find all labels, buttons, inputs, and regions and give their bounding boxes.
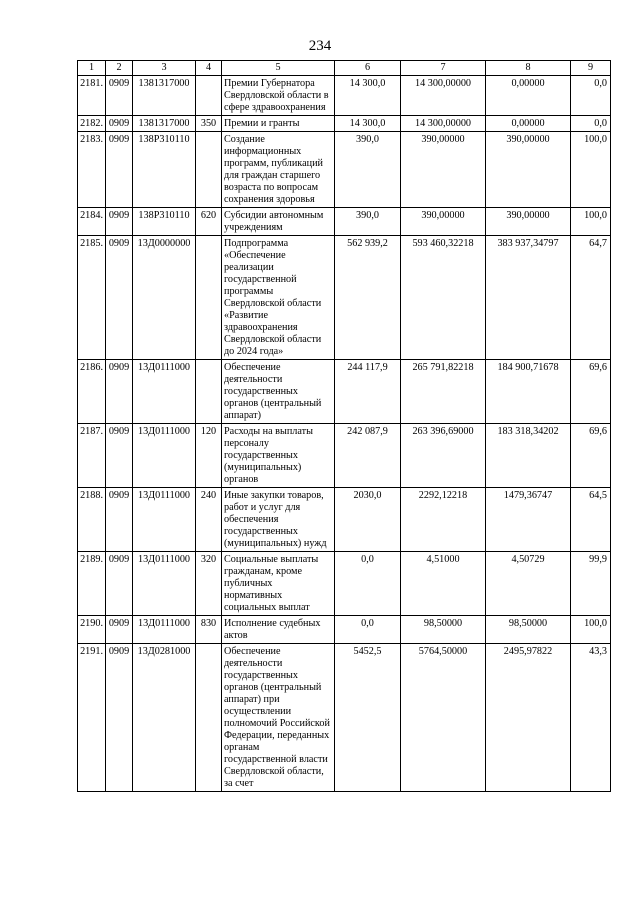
row-number: 2190. bbox=[78, 616, 106, 644]
approved-amount: 2030,0 bbox=[335, 488, 401, 552]
item-name: Премии и гранты bbox=[222, 116, 335, 132]
table-row bbox=[78, 76, 611, 116]
target-article-code: 1381317000 bbox=[133, 116, 196, 132]
executed-amount: 98,50000 bbox=[486, 616, 571, 644]
section-code: 0909 bbox=[106, 116, 133, 132]
expense-type-code bbox=[196, 76, 222, 116]
executed-amount: 0,00000 bbox=[486, 76, 571, 116]
executed-amount: 2495,97822 bbox=[486, 644, 571, 792]
expense-type-code bbox=[196, 236, 222, 360]
table-row bbox=[78, 132, 611, 208]
row-number: 2182. bbox=[78, 116, 106, 132]
approved-amount: 0,0 bbox=[335, 552, 401, 616]
target-article-code: 13Д0111000 bbox=[133, 488, 196, 552]
section-code: 0909 bbox=[106, 644, 133, 792]
item-name: Субсидии автономным учреждениям bbox=[222, 208, 335, 236]
approved-amount: 244 117,9 bbox=[335, 360, 401, 424]
plan-amount: 390,00000 bbox=[401, 208, 486, 236]
expense-type-code: 320 bbox=[196, 552, 222, 616]
table-row bbox=[78, 644, 611, 792]
target-article-code: 13Д0281000 bbox=[133, 644, 196, 792]
column-header: 4 bbox=[196, 61, 222, 76]
column-header: 9 bbox=[571, 61, 611, 76]
plan-amount: 98,50000 bbox=[401, 616, 486, 644]
expense-type-code bbox=[196, 360, 222, 424]
execution-percent: 64,7 bbox=[571, 236, 611, 360]
item-name: Иные закупки товаров, работ и услуг для обеспечения государственных (муниципальных) нужд bbox=[222, 488, 335, 552]
item-name: Обеспечение деятельности государственных органов (центральный аппарат) при осуществлении полномочий Российской Федерации, переданных органам государственной власти Свердловской области, за счет bbox=[222, 644, 335, 792]
executed-amount: 1479,36747 bbox=[486, 488, 571, 552]
approved-amount: 562 939,2 bbox=[335, 236, 401, 360]
section-code: 0909 bbox=[106, 208, 133, 236]
plan-amount: 263 396,69000 bbox=[401, 424, 486, 488]
execution-percent: 100,0 bbox=[571, 208, 611, 236]
expense-type-code bbox=[196, 644, 222, 792]
item-name: Подпрограмма «Обеспечение реализации государственной программы Свердловской области «Развитие здравоохранения Свердловской области до 2024 года» bbox=[222, 236, 335, 360]
row-number: 2181. bbox=[78, 76, 106, 116]
target-article-code: 13Д0000000 bbox=[133, 236, 196, 360]
table-row bbox=[78, 616, 611, 644]
execution-percent: 99,9 bbox=[571, 552, 611, 616]
target-article-code: 13Д0111000 bbox=[133, 424, 196, 488]
plan-amount: 265 791,82218 bbox=[401, 360, 486, 424]
execution-percent: 0,0 bbox=[571, 116, 611, 132]
table-row bbox=[78, 360, 611, 424]
table-row bbox=[78, 116, 611, 132]
target-article-code: 138Р310110 bbox=[133, 132, 196, 208]
approved-amount: 242 087,9 bbox=[335, 424, 401, 488]
expense-type-code bbox=[196, 132, 222, 208]
item-name: Исполнение судебных актов bbox=[222, 616, 335, 644]
row-number: 2187. bbox=[78, 424, 106, 488]
section-code: 0909 bbox=[106, 132, 133, 208]
item-name: Расходы на выплаты персоналу государственных (муниципальных) органов bbox=[222, 424, 335, 488]
column-header: 5 bbox=[222, 61, 335, 76]
item-name: Обеспечение деятельности государственных органов (центральный аппарат) bbox=[222, 360, 335, 424]
plan-amount: 5764,50000 bbox=[401, 644, 486, 792]
target-article-code: 13Д0111000 bbox=[133, 360, 196, 424]
column-header: 6 bbox=[335, 61, 401, 76]
approved-amount: 0,0 bbox=[335, 616, 401, 644]
execution-percent: 43,3 bbox=[571, 644, 611, 792]
execution-percent: 100,0 bbox=[571, 132, 611, 208]
column-header: 8 bbox=[486, 61, 571, 76]
expense-type-code: 240 bbox=[196, 488, 222, 552]
executed-amount: 390,00000 bbox=[486, 132, 571, 208]
column-header: 7 bbox=[401, 61, 486, 76]
approved-amount: 14 300,0 bbox=[335, 76, 401, 116]
row-number: 2186. bbox=[78, 360, 106, 424]
target-article-code: 138Р310110 bbox=[133, 208, 196, 236]
plan-amount: 4,51000 bbox=[401, 552, 486, 616]
row-number: 2185. bbox=[78, 236, 106, 360]
column-header: 1 bbox=[78, 61, 106, 76]
executed-amount: 183 318,34202 bbox=[486, 424, 571, 488]
expense-type-code: 120 bbox=[196, 424, 222, 488]
target-article-code: 1381317000 bbox=[133, 76, 196, 116]
target-article-code: 13Д0111000 bbox=[133, 552, 196, 616]
section-code: 0909 bbox=[106, 488, 133, 552]
section-code: 0909 bbox=[106, 552, 133, 616]
row-number: 2184. bbox=[78, 208, 106, 236]
executed-amount: 184 900,71678 bbox=[486, 360, 571, 424]
section-code: 0909 bbox=[106, 616, 133, 644]
item-name: Премии Губернатора Свердловской области в сфере здравоохранения bbox=[222, 76, 335, 116]
item-name: Создание информационных программ, публикаций для граждан старшего возраста по вопросам сохранения здоровья bbox=[222, 132, 335, 208]
table-row bbox=[78, 488, 611, 552]
section-code: 0909 bbox=[106, 236, 133, 360]
executed-amount: 4,50729 bbox=[486, 552, 571, 616]
executed-amount: 0,00000 bbox=[486, 116, 571, 132]
execution-percent: 0,0 bbox=[571, 76, 611, 116]
item-name: Социальные выплаты гражданам, кроме публичных нормативных социальных выплат bbox=[222, 552, 335, 616]
section-code: 0909 bbox=[106, 76, 133, 116]
approved-amount: 390,0 bbox=[335, 132, 401, 208]
plan-amount: 2292,12218 bbox=[401, 488, 486, 552]
approved-amount: 390,0 bbox=[335, 208, 401, 236]
plan-amount: 14 300,00000 bbox=[401, 76, 486, 116]
execution-percent: 69,6 bbox=[571, 424, 611, 488]
row-number: 2189. bbox=[78, 552, 106, 616]
target-article-code: 13Д0111000 bbox=[133, 616, 196, 644]
page-number: 234 bbox=[308, 38, 332, 54]
column-header: 3 bbox=[133, 61, 196, 76]
column-header: 2 bbox=[106, 61, 133, 76]
execution-percent: 64,5 bbox=[571, 488, 611, 552]
table-row bbox=[78, 424, 611, 488]
plan-amount: 390,00000 bbox=[401, 132, 486, 208]
approved-amount: 5452,5 bbox=[335, 644, 401, 792]
execution-percent: 69,6 bbox=[571, 360, 611, 424]
table-row bbox=[78, 552, 611, 616]
table-row bbox=[78, 208, 611, 236]
expense-type-code: 830 bbox=[196, 616, 222, 644]
row-number: 2188. bbox=[78, 488, 106, 552]
executed-amount: 390,00000 bbox=[486, 208, 571, 236]
row-number: 2183. bbox=[78, 132, 106, 208]
expense-type-code: 620 bbox=[196, 208, 222, 236]
section-code: 0909 bbox=[106, 360, 133, 424]
budget-table bbox=[77, 60, 611, 792]
plan-amount: 593 460,32218 bbox=[401, 236, 486, 360]
row-number: 2191. bbox=[78, 644, 106, 792]
execution-percent: 100,0 bbox=[571, 616, 611, 644]
approved-amount: 14 300,0 bbox=[335, 116, 401, 132]
header-row bbox=[78, 61, 611, 76]
plan-amount: 14 300,00000 bbox=[401, 116, 486, 132]
section-code: 0909 bbox=[106, 424, 133, 488]
executed-amount: 383 937,34797 bbox=[486, 236, 571, 360]
expense-type-code: 350 bbox=[196, 116, 222, 132]
table-row bbox=[78, 236, 611, 360]
